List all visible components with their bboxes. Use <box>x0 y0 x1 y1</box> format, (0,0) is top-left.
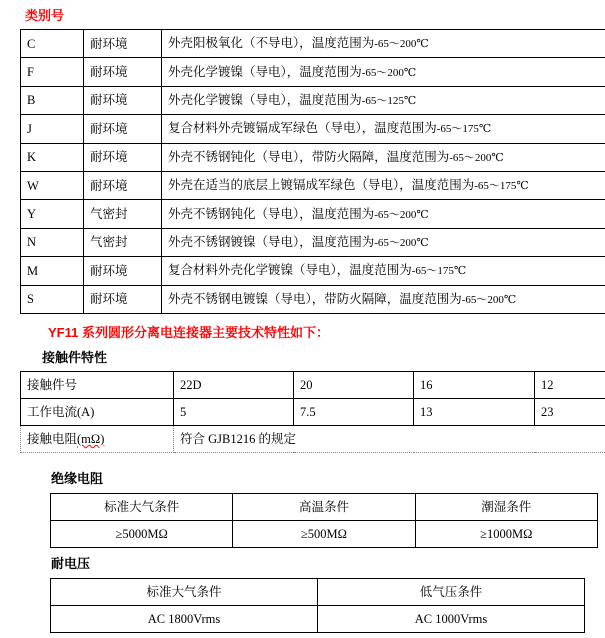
column-header: 低气压条件 <box>318 579 585 606</box>
cell-type: 耐环境 <box>84 115 162 143</box>
desc-text: 外壳不锈钢电镀镍（导电），带防火隔障，温度范围为 <box>168 291 462 306</box>
cell-type: 耐环境 <box>84 171 162 199</box>
column-header: 高温条件 <box>233 494 415 521</box>
cell-code: M <box>21 257 84 285</box>
desc-range: -65～125℃ <box>361 94 417 107</box>
cell-value: 16 <box>414 372 535 399</box>
cell-desc <box>162 171 605 199</box>
cell-type: 耐环境 <box>84 143 162 171</box>
table-row <box>21 228 605 256</box>
desc-text: 外壳阳极氧化（不导电），温度范围为 <box>168 36 375 51</box>
table-row <box>21 115 605 143</box>
cell-value: 13 <box>414 399 535 426</box>
table-row <box>21 372 605 399</box>
cell-code: W <box>21 171 84 199</box>
table-row <box>21 171 605 199</box>
desc-range: -65～200℃ <box>449 151 504 164</box>
cell-value: AC 1000Vrms <box>318 606 585 633</box>
desc-range: -65～175℃ <box>411 265 467 278</box>
desc-range: -65～200℃ <box>461 293 517 306</box>
contact-characteristics-table <box>20 371 605 453</box>
cell-desc <box>162 58 605 86</box>
cell-desc <box>162 115 605 143</box>
cell-code: S <box>21 285 84 313</box>
desc-text: 复合材料外壳化学镀镍（导电），温度范围为 <box>168 263 412 278</box>
desc-range: -65～200℃ <box>374 236 429 249</box>
cell-value: 22D <box>174 372 294 399</box>
table-row <box>21 426 605 453</box>
cell-value: 7.5 <box>294 399 414 426</box>
cell-code: Y <box>21 200 84 228</box>
cell-desc <box>162 228 605 256</box>
category-code-table <box>20 29 605 314</box>
desc-range: -65～175℃ <box>474 180 529 193</box>
cell-desc <box>162 30 605 58</box>
table-row <box>51 521 598 548</box>
cell-value: 12 <box>535 372 605 399</box>
section-heading-contact-characteristics: 接触件特性 <box>42 350 108 365</box>
cell-code: F <box>21 58 84 86</box>
desc-range: -65～175℃ <box>436 123 492 136</box>
desc-range: -65～200℃ <box>361 66 417 79</box>
cell-value: ≥1000MΩ <box>415 521 597 548</box>
section-heading-dielectric-voltage: 耐电压 <box>51 556 91 571</box>
cell-type: 气密封 <box>84 200 162 228</box>
desc-text: 外壳化学镀镍（导电），温度范围为 <box>168 64 362 79</box>
desc-text: 外壳在适当的底层上镀镉成军绿色（导电），温度范围为 <box>168 178 475 193</box>
cell-row-label: 工作电流(A) <box>21 399 174 426</box>
table-row <box>21 200 605 228</box>
page-title-category: 类别号 <box>25 8 65 23</box>
cell-value-merged: 符合 GJB1216 的规定 <box>174 426 605 453</box>
cell-desc <box>162 257 605 285</box>
desc-text: 外壳不锈钢钝化（导电），温度范围为 <box>168 206 375 221</box>
table-row <box>21 285 605 313</box>
cell-code: C <box>21 30 84 58</box>
cell-value: ≥5000MΩ <box>51 521 233 548</box>
table-row <box>21 30 605 58</box>
cell-code: J <box>21 115 84 143</box>
table-row <box>51 606 585 633</box>
cell-code: N <box>21 228 84 256</box>
table-row <box>21 143 605 171</box>
desc-text: 复合材料外壳镀镉成军绿色（导电），温度范围为 <box>168 121 437 136</box>
section-heading-yf11: YF11 系列圆形分离电连接器主要技术特性如下： <box>48 325 329 340</box>
table-header-row <box>51 494 598 521</box>
desc-range: -65～200℃ <box>374 208 429 221</box>
cell-desc <box>162 86 605 114</box>
cell-value: 20 <box>294 372 414 399</box>
cell-type: 耐环境 <box>84 30 162 58</box>
column-header: 标准大气条件 <box>51 579 318 606</box>
desc-text: 外壳不锈钢镀镍（导电），温度范围为 <box>168 234 375 249</box>
cell-code: B <box>21 86 84 114</box>
desc-range: -65～200℃ <box>374 38 429 51</box>
cell-type: 气密封 <box>84 228 162 256</box>
insulation-resistance-table <box>50 493 598 548</box>
table-row <box>21 399 605 426</box>
cell-type: 耐环境 <box>84 257 162 285</box>
cell-desc <box>162 285 605 313</box>
cell-value: ≥500MΩ <box>233 521 415 548</box>
cell-type: 耐环境 <box>84 58 162 86</box>
cell-type: 耐环境 <box>84 86 162 114</box>
table-row <box>21 58 605 86</box>
column-header: 潮湿条件 <box>415 494 597 521</box>
table-header-row <box>51 579 585 606</box>
spellcheck-flagged-unit: (mΩ) <box>77 432 105 446</box>
label-text: 接触电阻 <box>27 432 78 446</box>
cell-desc <box>162 143 605 171</box>
table-row <box>21 86 605 114</box>
section-heading-insulation-resistance: 绝缘电阻 <box>51 471 104 486</box>
dielectric-voltage-table <box>50 578 585 633</box>
cell-type: 耐环境 <box>84 285 162 313</box>
cell-desc <box>162 200 605 228</box>
desc-text: 外壳不锈钢钝化（导电），带防火隔障，温度范围为 <box>168 149 450 164</box>
cell-value: 5 <box>174 399 294 426</box>
cell-row-label <box>21 426 174 453</box>
cell-row-label: 接触件号 <box>21 372 174 399</box>
table-row <box>21 257 605 285</box>
column-header: 标准大气条件 <box>51 494 233 521</box>
cell-value: AC 1800Vrms <box>51 606 318 633</box>
desc-text: 外壳化学镀镍（导电），温度范围为 <box>168 92 362 107</box>
cell-value: 23 <box>535 399 605 426</box>
cell-code: K <box>21 143 84 171</box>
